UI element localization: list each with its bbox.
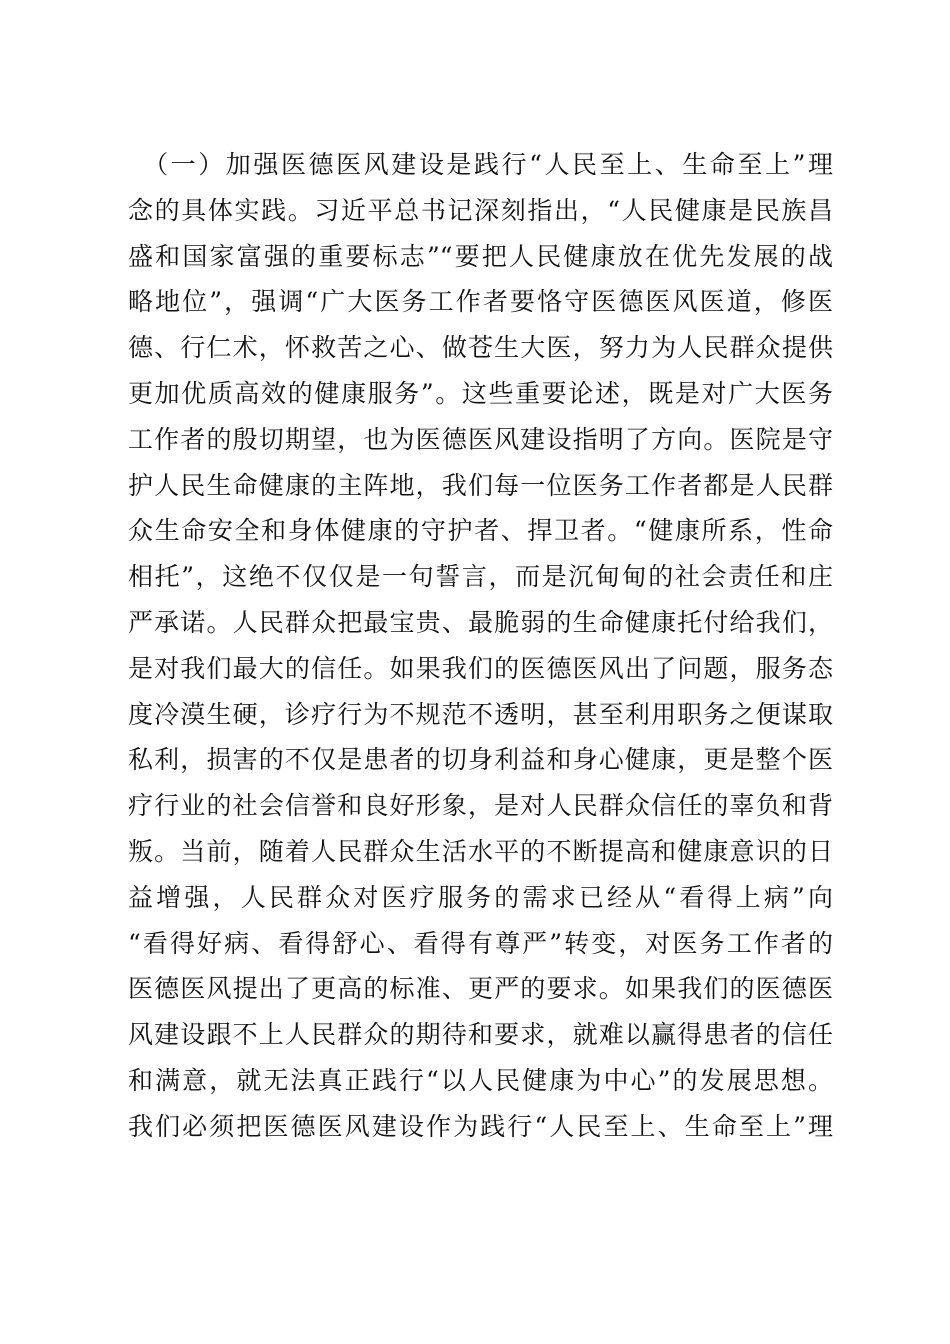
body-paragraph [128,142,833,1150]
text-line: 盛和国家富强的重要标志”“要把人民健康放在优先发展的战 [128,241,833,271]
text-line: 略地位”，强调“广大医务工作者要恪守医德医风医道，修医 [128,287,833,317]
text-line: 护人民生命健康的主阵地，我们每一位医务工作者都是人民群 [128,470,833,500]
text-line: 念的具体实践。习近平总书记深刻指出，“人民健康是民族昌 [128,195,833,225]
text-line: 相托”，这绝不仅仅是一句誓言，而是沉甸甸的社会责任和庄 [128,562,833,592]
text-line: 度冷漠生硬，诊疗行为不规范不透明，甚至利用职务之便谋取 [128,699,833,729]
text-line: 德、行仁术，怀救苦之心、做苍生大医，努力为人民群众提供 [128,333,833,363]
text-line: 疗行业的社会信誉和良好形象，是对人民群众信任的辜负和背 [128,791,833,821]
text-line: 和满意，就无法真正践行“以人民健康为中心”的发展思想。 [128,1065,833,1095]
text-line: 私利，损害的不仅是患者的切身利益和身心健康，更是整个医 [128,745,833,775]
text-line: 严承诺。人民群众把最宝贵、最脆弱的生命健康托付给我们， [128,607,833,637]
text-line: 医德医风提出了更高的标准、更严的要求。如果我们的医德医 [128,974,833,1004]
text-line: 是对我们最大的信任。如果我们的医德医风出了问题，服务态 [128,653,833,683]
text-line: 我们必须把医德医风建设作为践行“人民至上、生命至上”理 [128,1111,833,1141]
text-line: “看得好病、看得舒心、看得有尊严”转变，对医务工作者的 [128,928,833,958]
text-line: 工作者的殷切期望，也为医德医风建设指明了方向。医院是守 [128,424,833,454]
text-line: 众生命安全和身体健康的守护者、捍卫者。“健康所系，性命 [128,516,833,546]
text-line: 更加优质高效的健康服务”。这些重要论述，既是对广大医务 [128,378,833,408]
text-line: 风建设跟不上人民群众的期待和要求，就难以赢得患者的信任 [128,1020,833,1050]
text-line: （一）加强医德医风建设是践行“人民至上、生命至上”理 [128,150,833,179]
text-line: 叛。当前，随着人民群众生活水平的不断提高和健康意识的日 [128,836,833,866]
text-line: 益增强，人民群众对医疗服务的需求已经从“看得上病”向 [128,882,833,912]
